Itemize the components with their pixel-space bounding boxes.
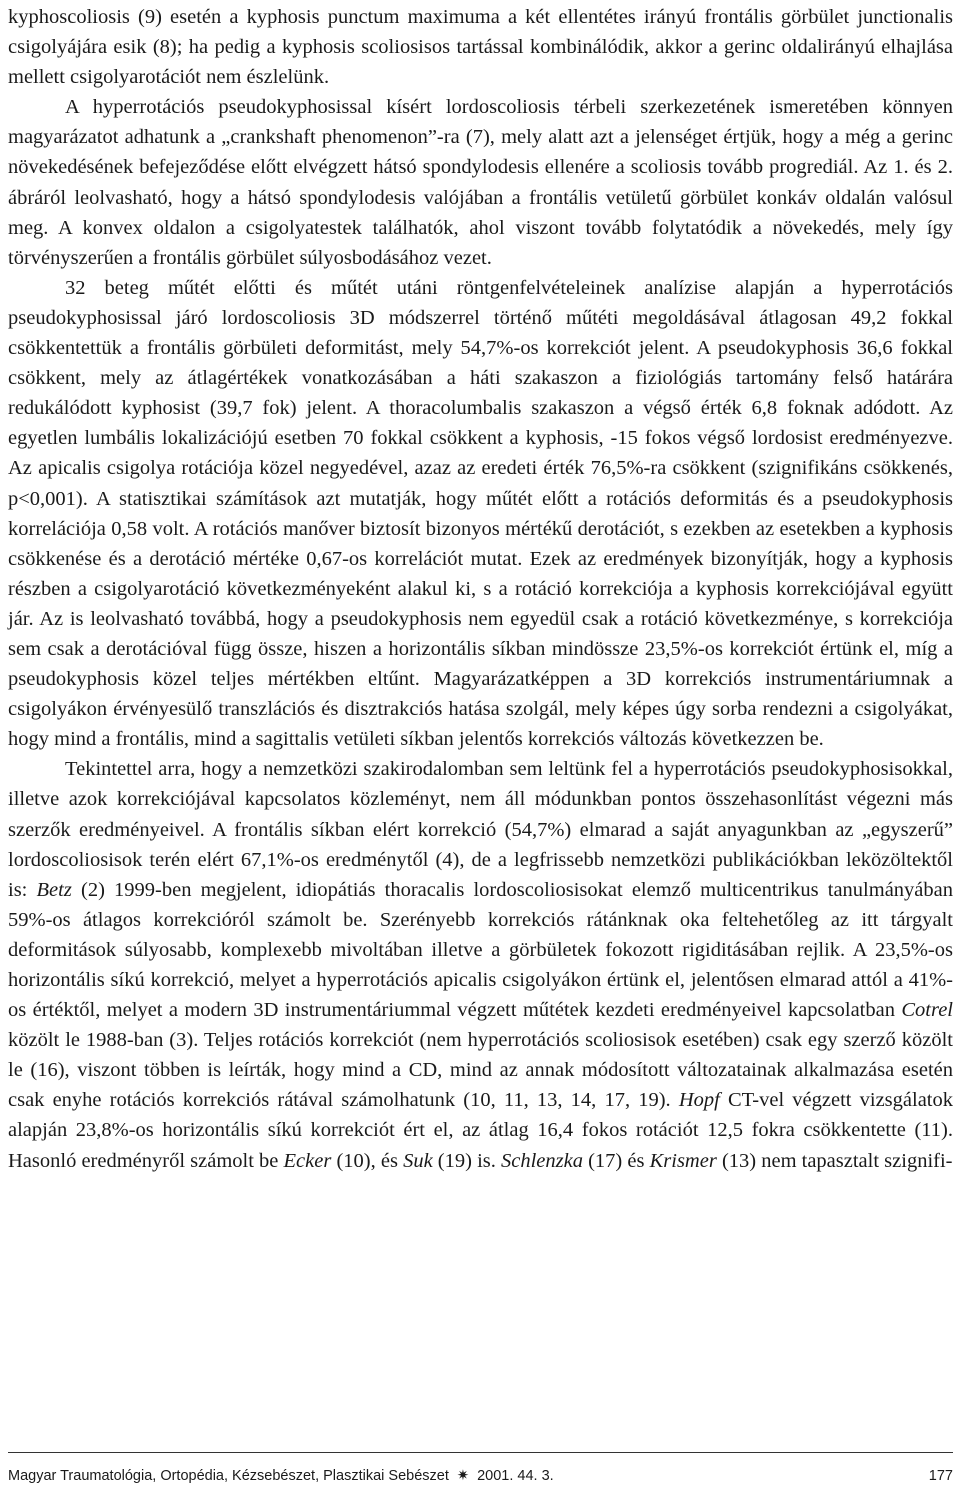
paragraph-text: (13) nem tapasztalt szignifi- [716,1149,953,1172]
paragraph-text: (10), és [331,1149,404,1172]
paragraph-text: kyphoscoliosis (9) esetén a kyphosis punctum maximuma a két ellentétes irányú frontális görbület junctionalis csigolyájára esik (8); ha pedig a kyphosis scoliosisos tartással kombinálódik, akkor a gerinc oldalirányú elhajlása mellett csigolyarotációt nem észlelünk. [8,6,953,89]
paragraph-text: 32 beteg műtét előtti és műtét utáni röntgenfelvételeinek analízise alapján a hyperrotációs pseudokyphosissal járó lordoscoliosis 3D módszerrel történő műtéti megoldásával átlagosan 49,2 fokkal csökkentettük a frontális görbületi deformitást, mely 54,7%-os korrekciót jelent. A pseudokyphosis 36,6 fokkal csökkent, mely az átlagértékek vonatkozásában a háti szakaszon a fiziológiás tartomány felső határára redukálódott kyphosist (39,7 fok) jelent. A thoracolumbalis szakaszon a végső érték 6,8 foknak adódott. Az egyetlen lumbális lokalizációjú esetben 70 fokkal csökkent a kyphosis, -15 fokos végső lordosist eredményezve. Az apicalis csigolya rotációja közel negyedével, azaz az eredeti érték 76,5%-ra csökkent (szignifikáns csökkenés, p<0,001). A statisztikai számítások azt mutatják, hogy műtét előtt a rotációs deformitás és a pseudokyphosis korrelációja 0,58 volt. A rotációs manőver biztosít bizonyos mértékű derotációt, s ezekben az esetekben a kyphosis csökkenése és a derotáció mértéke 0,67-os korrelációt mutat. Ezek az eredmények bizonyítják, hogy a kyphosis részben a csigolyarotáció következményeként alakul ki, s a rotáció korrekciója a kyphosis korrekciójával együtt jár. Az is leolvasható továbbá, hogy a pseudokyphosis nem egyedül csak a rotáció következménye, s korrekciója sem csak a derotációval függ össze, hiszen a horizontális síkban mindössze 23,5%-os korrekciót értünk el, míg a pseudokyphosis közel teljes mértékben eltűnt. Magyarázatképpen a 3D korrekciós instrumentáriumnak a csigolyákon érvényesülő transzlációs és disztrakciós hatása szolgál, mely képes úgy sorba rendezni a csigolyákat, hogy mind a frontális, mind a sagittalis vetületi síkban jelentős korrekciós változás következzen be. [8,276,953,751]
paragraph-text: (19) is. [432,1149,501,1172]
author-name: Ecker [283,1149,332,1172]
author-name: Suk [403,1149,433,1172]
star-separator-icon: ✷ [456,1468,470,1484]
author-name: Hopf [678,1089,720,1112]
article-body [8,2,953,1176]
footer-divider [8,1452,953,1453]
page-number: 177 [928,1468,953,1484]
paragraph-text: (2) 1999-ben megjelent, idiopátiás thoracalis lordoscoliosisokat elemző multicentrikus tanulmányában 59%-os átlagos korrekcióról számolt be. Szerényebb korrekciós rátánknak oka feltehetőleg az itt tárgyalt deformitások súlyosabb, komplexebb mivoltában illetve a görbületek fokozott rigiditásában rejlik. A 23,5%-os horizontális síkú korrekció, melyet a hyperrotációs apicalis csigolyákon értünk el, jelentősen elmarad attól a 41%-os értéktől, melyet a modern 3D instrumentáriummal végzett műtétek kezdeti eredményeivel kapcsolatban [8,878,953,1022]
footer-journal-citation [8,1466,554,1486]
issue-info: 2001. 44. 3. [477,1468,554,1484]
paragraph-text: Tekintettel arra, hogy a nemzetközi szakirodalomban sem leltünk fel a hyperrotációs pseudokyphosisokkal, illetve azok korrekciójával kapcsolatos közleményt, nem áll módunkban pontos összehasonlítást végezni más szerzők eredményeivel. A frontális síkban elért korrekció (54,7%) elmarad a saját anyagunkban az „egyszerű” lordoscoliosisok terén elért 67,1%-os eredménytől (4), de a legfrissebb nemzetközi publikációkban leközöltektől is: [8,758,953,901]
author-name: Krismer [649,1149,717,1172]
body-paragraph [8,2,953,92]
paragraph-text: közölt le 1988-ban (3). Teljes rotációs korrekciót (nem hyperrotációs scoliosisok esetében) csak egy szerző közölt le (16), viszont többen is leírták, hogy mind a CD, mind az annak módosított változatainak alkalmazása esetén csak enyhe rotációs korrekciós rátával számolhatunk (10, 11, 13, 14, 17, 19). [8,1029,953,1112]
paragraph-text: A hyperrotációs pseudokyphosissal kísért lordoscoliosis térbeli szerkezetének ismeretében könnyen magyarázatot adhatunk a „crankshaft phenomenon”-ra (7), mely alatt azt a jelenséget értjük, hogy a még a gerinc növekedésének befejeződése előtt elvégzett hátsó spondylodesis ellenére a scoliosis tovább progrediál. Az 1. és 2. ábráról leolvasható, hogy a hátsó spondylodesis valójában a frontális vetületű görbület konkáv oldalán valósul meg. A konvex oldalon a csigolyatestek találhatók, ahol viszont tovább folytatódik a növekedés, mely így törvényszerűen a frontális görbület súlyosbodásához vezet. [8,96,953,269]
journal-name: Magyar Traumatológia, Ortopédia, Kézsebészet, Plasztikai Sebészet [8,1468,449,1484]
body-paragraph [8,754,953,1175]
page-footer [8,1466,953,1490]
body-paragraph [8,92,953,273]
body-paragraph [8,273,953,755]
author-name: Betz [36,878,72,901]
paragraph-text: CT-vel végzett vizsgálatok alapján 23,8%-os horizontális síkú korrekciót ért el, az átlag 16,4 fokos rotációt 12,5 fokra csökkentette (11). Hasonló eredményről számolt be [8,1089,954,1172]
author-name: Schlenzka [501,1149,583,1172]
paragraph-text: (17) és [582,1149,650,1172]
author-name: Cotrel [901,999,953,1022]
